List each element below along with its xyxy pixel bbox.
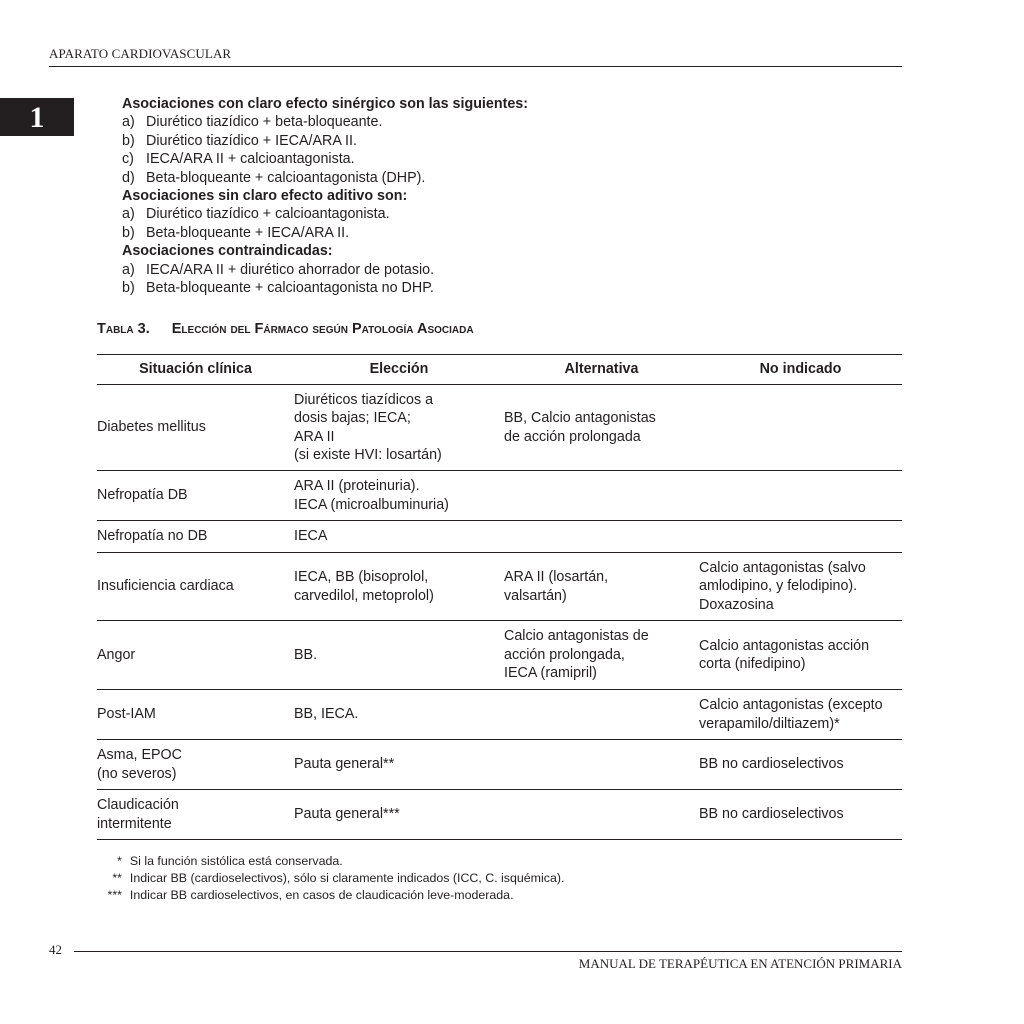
cell-line: Nefropatía DB [97,487,188,504]
cell-line: Diabetes mellitus [97,419,206,436]
table-cell [699,553,902,621]
running-header: APARATO CARDIOVASCULAR [49,46,232,61]
footnote-mark: *** [107,888,122,902]
table-row [97,553,902,621]
table-cell [97,621,294,690]
assoc-heading-contraindicated: Asociaciones contraindicadas: [122,243,333,260]
item-letter: c) [122,151,134,168]
list-item [122,150,528,168]
item-text: Diurético tiazídico + IECA/ARA II. [146,132,357,149]
table-row [97,385,902,471]
footnote-text: Indicar BB cardioselectivos, en casos de claudicación leve-moderada. [129,888,514,902]
table-cell [294,621,504,690]
footnote [97,870,564,887]
table-cell [699,621,902,690]
table-cell [699,690,902,740]
table-header-row [97,355,902,385]
cell-line: carvedilol, metoprolol) [294,587,434,604]
item-text: Beta-bloqueante + calcioantagonista no DHP. [146,280,434,297]
item-letter: a) [122,261,135,278]
item-letter: d) [122,169,135,186]
footnote-mark: ** [112,871,122,885]
associations-block [122,95,528,297]
item-letter: b) [122,224,135,241]
assoc-heading-synergic: Asociaciones con claro efecto sinérgico son las siguientes: [122,96,529,112]
column-header: Elección [294,355,504,385]
table-row [97,521,902,553]
cell-line: Calcio antagonistas (salvo [699,559,866,576]
table-cell [699,740,902,790]
table-row [97,690,902,740]
cell-line: corta (nifedipino) [699,656,806,672]
cell-line: acción prolongada, [504,646,625,663]
running-footer: MANUAL DE TERAPÉUTICA EN ATENCIÓN PRIMARIA [578,956,902,971]
cell-line: (no severos) [97,765,177,782]
cell-line: intermitente [97,815,172,832]
cell-line: Post-IAM [97,706,156,723]
cell-line: (si existe HVI: losartán) [294,446,442,463]
table-cell [504,471,699,521]
column-header: Situación clínica [97,355,294,385]
table-cell [97,521,294,553]
table-row [97,790,902,840]
footnotes [97,853,564,904]
table-cell [504,553,699,621]
list-item [122,169,528,187]
cell-line: Pauta general*** [294,806,400,823]
cell-line: IECA [294,528,328,545]
table-label: Tabla 3. [97,321,150,337]
table-cell [294,740,504,790]
cell-line: BB, IECA. [294,706,359,723]
cell-line: amlodipino, y felodipino). [699,578,858,595]
header-rule [49,66,902,67]
page-number: 42 [49,942,62,957]
list-item [122,113,528,131]
column-header: Alternativa [504,355,699,385]
table-cell [294,790,504,840]
table-cell [294,521,504,553]
cell-line: Diuréticos tiazídicos a [294,391,434,408]
item-text: Diurético tiazídico + calcioantagonista. [146,206,390,223]
item-text: Beta-bloqueante + IECA/ARA II. [146,224,350,241]
table-cell [699,471,902,521]
footnote-text: Indicar BB (cardioselectivos), sólo si claramente indicados (ICC, C. isquémica). [129,871,565,885]
chapter-tab: 1 [0,98,74,136]
footnote-mark: * [117,854,122,868]
table-caption: Elección del Fármaco según Patología Asociada [171,321,474,337]
list-item [122,205,528,223]
table-cell [97,790,294,840]
item-text: Diurético tiazídico + beta-bloqueante. [146,114,383,131]
cell-line: BB no cardioselectivos [699,756,844,773]
assoc-heading-non-additive: Asociaciones sin claro efecto aditivo son: [122,188,408,205]
cell-line: Calcio antagonistas de [504,628,649,645]
table-cell [294,385,504,471]
cell-line: IECA (microalbuminuria) [294,496,449,513]
table-cell [699,521,902,553]
cell-line: ARA II (proteinuria). [294,478,420,495]
cell-line: BB, Calcio antagonistas [504,410,656,427]
footnote [97,887,564,904]
table-cell [699,385,902,471]
table-title [97,321,474,337]
cell-line: dosis bajas; IECA; [294,410,411,427]
table-row [97,740,902,790]
table-body [97,385,902,840]
table-cell [294,471,504,521]
table-cell [97,690,294,740]
item-text: IECA/ARA II + calcioantagonista. [146,151,355,168]
table-cell [97,471,294,521]
column-header: No indicado [699,355,902,385]
table-cell [699,790,902,840]
table-cell [504,690,699,740]
footer-rule [74,951,902,952]
cell-line: Calcio antagonistas (excepto [699,697,883,714]
table-row [97,621,902,690]
table-cell [97,553,294,621]
cell-line: IECA (ramipril) [504,665,597,682]
item-letter: b) [122,132,135,149]
table-cell [97,385,294,471]
item-letter: a) [122,206,135,223]
cell-line: Pauta general** [294,756,395,773]
cell-line: ARA II [294,428,335,445]
footnote [97,853,564,870]
cell-line: de acción prolongada [504,428,641,445]
cell-line: Claudicación [97,797,179,814]
cell-line: BB no cardioselectivos [699,806,844,823]
cell-line: Nefropatía no DB [97,528,208,545]
item-text: Beta-bloqueante + calcioantagonista (DHP). [146,169,426,186]
cell-line: Insuficiencia cardiaca [97,578,234,595]
cell-line: Doxazosina [699,596,774,613]
item-text: IECA/ARA II + diurético ahorrador de potasio. [146,261,435,278]
table-cell [504,621,699,690]
item-letter: a) [122,114,135,131]
list-item [122,224,528,242]
drug-selection-table [97,354,902,840]
cell-line: Asma, EPOC [97,747,183,764]
table-cell [294,690,504,740]
item-letter: b) [122,280,135,297]
table-cell [504,740,699,790]
cell-line: Angor [97,646,136,663]
table-cell [504,521,699,553]
cell-line: Calcio antagonistas acción [699,637,870,654]
table-row [97,471,902,521]
cell-line: valsartán) [504,587,567,604]
list-item [122,132,528,150]
list-item [122,279,528,297]
cell-line: ARA II (losartán, [504,569,609,586]
cell-line: BB. [294,646,318,663]
table-cell [294,553,504,621]
table-cell [504,385,699,471]
footnote-text: Si la función sistólica está conservada. [129,854,343,868]
table-cell [97,740,294,790]
cell-line: verapamilo/diltiazem)* [699,715,840,732]
cell-line: IECA, BB (bisoprolol, [294,569,429,586]
list-item [122,261,528,279]
table-cell [504,790,699,840]
